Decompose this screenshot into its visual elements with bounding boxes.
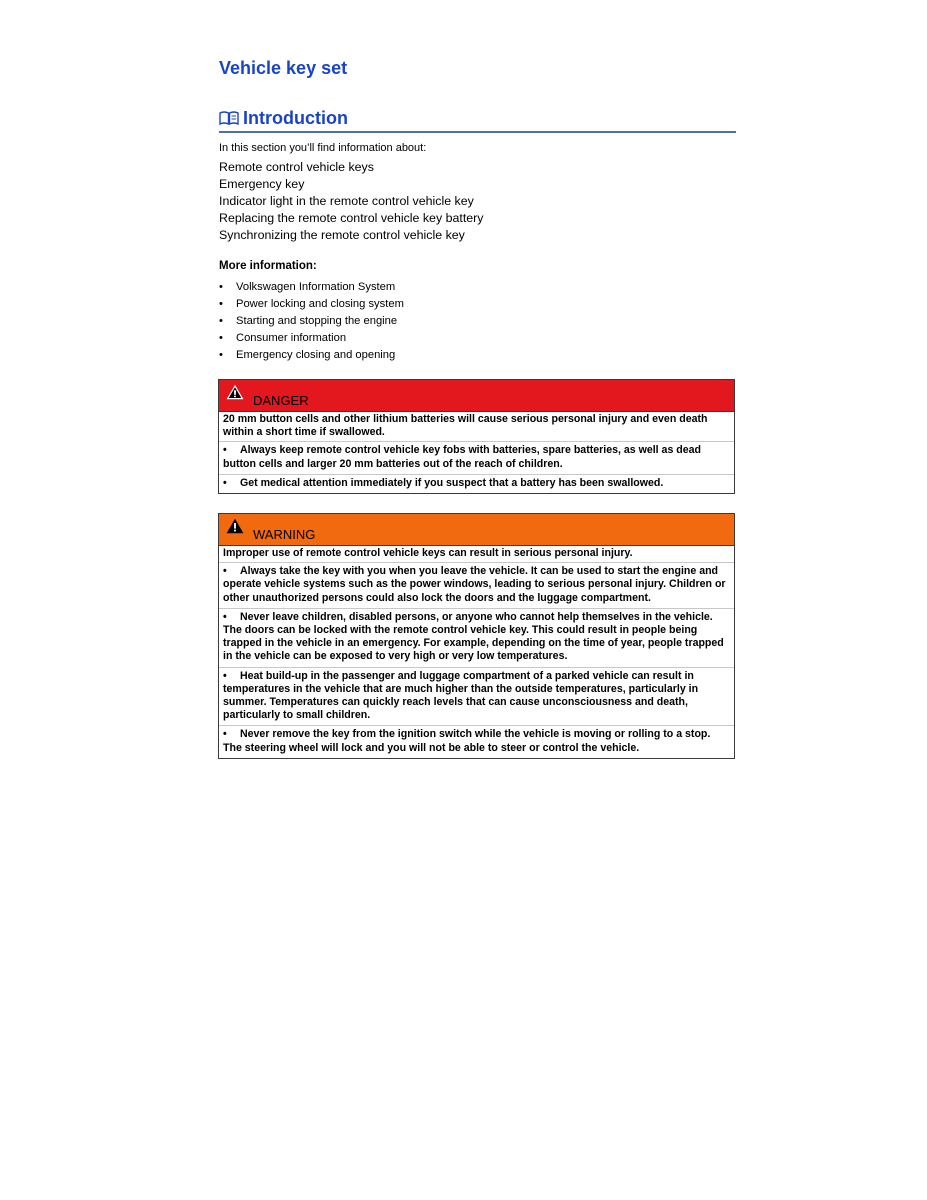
warning-item-text: Heat build-up in the passenger and luggage compartment of a parked vehicle can result in temperatures in the vehicle that are much higher than the outside temperatures, particularly in summer. Temperatures can quickly reach levels that can cause unconsciousness and death, particularly to small children. [223,669,699,722]
danger-item [219,474,734,493]
more-info-label: Starting and stopping the engine [236,315,398,327]
more-info-label: Emergency closing and opening [236,349,396,361]
bullet: • [223,476,227,489]
topic-link[interactable]: Remote control vehicle keys [219,160,374,174]
danger-item-text: Always keep remote control vehicle key fobs with batteries, spare batteries, as well as dead button cells and larger 20 mm batteries out of the reach of children. [223,444,702,470]
more-info-item[interactable] [219,279,404,296]
danger-notice [218,379,735,494]
danger-item [219,441,734,473]
bullet: • [219,281,223,293]
more-info-label: Power locking and closing system [236,298,404,310]
book-icon [219,110,239,126]
bullet: • [223,669,227,682]
bullet: • [223,610,227,623]
bullet: • [223,565,227,578]
warning-item-text: Never leave children, disabled persons, or anyone who cannot help themselves in the vehicle. The doors can be locked with the remote control vehicle key. This could result in people being trapped in the vehicle in an emergency. For example, depending on the time of year, people trapped in the vehicle can be exposed to very high or very low temperatures. [223,610,724,663]
topic-link[interactable]: Indicator light in the remote control vehicle key [219,194,474,208]
warning-item [219,725,734,757]
danger-title: DANGER [253,393,309,408]
danger-header [219,380,734,411]
more-info-item[interactable] [219,313,404,330]
danger-item-text: Get medical attention immediately if you suspect that a battery has been swallowed. [240,476,664,489]
warning-item-text: Always take the key with you when you leave the vehicle. It can be used to start the engine and operate vehicle systems such as the power windows, leading to serious personal injury. Children or other unauthorized persons could also lock the doors and the luggage compartment. [223,565,726,604]
section-heading [219,106,736,133]
page-title: Vehicle key set [219,58,348,78]
warning-triangle-icon [226,384,244,400]
warning-lead: Improper use of remote control vehicle keys can result in serious personal injury. [219,545,734,562]
bullet: • [219,315,223,327]
warning-title: WARNING [253,527,316,542]
more-info-item[interactable] [219,296,404,313]
more-info-list [219,279,404,364]
bullet: • [219,349,223,361]
warning-triangle-icon [226,518,244,534]
danger-lead: 20 mm button cells and other lithium batteries will cause serious personal injury and even death within a short time if swallowed. [219,411,734,441]
more-info-item[interactable] [219,347,404,364]
warning-item-text: Never remove the key from the ignition switch while the vehicle is moving or rolling to a stop. The steering wheel will lock and you will not be able to steer or control the vehicle. [223,728,711,754]
section-heading-text: Introduction [243,108,348,128]
more-info-label: Volkswagen Information System [236,281,396,293]
more-info-heading: More information: [219,260,317,272]
more-info-item[interactable] [219,330,404,347]
topic-link[interactable]: Replacing the remote control vehicle key battery [219,211,484,225]
warning-item [219,562,734,608]
more-info-label: Consumer information [236,332,347,344]
topic-list [219,159,483,244]
intro-text: In this section you’ll find information about: [219,142,427,154]
topic-link[interactable]: Synchronizing the remote control vehicle key [219,228,465,242]
bullet: • [223,444,227,457]
warning-item [219,667,734,726]
warning-header [219,514,734,545]
warning-notice [218,513,735,759]
bullet: • [219,332,223,344]
bullet: • [219,298,223,310]
topic-link[interactable]: Emergency key [219,177,305,191]
warning-item [219,608,734,667]
bullet: • [223,728,227,741]
